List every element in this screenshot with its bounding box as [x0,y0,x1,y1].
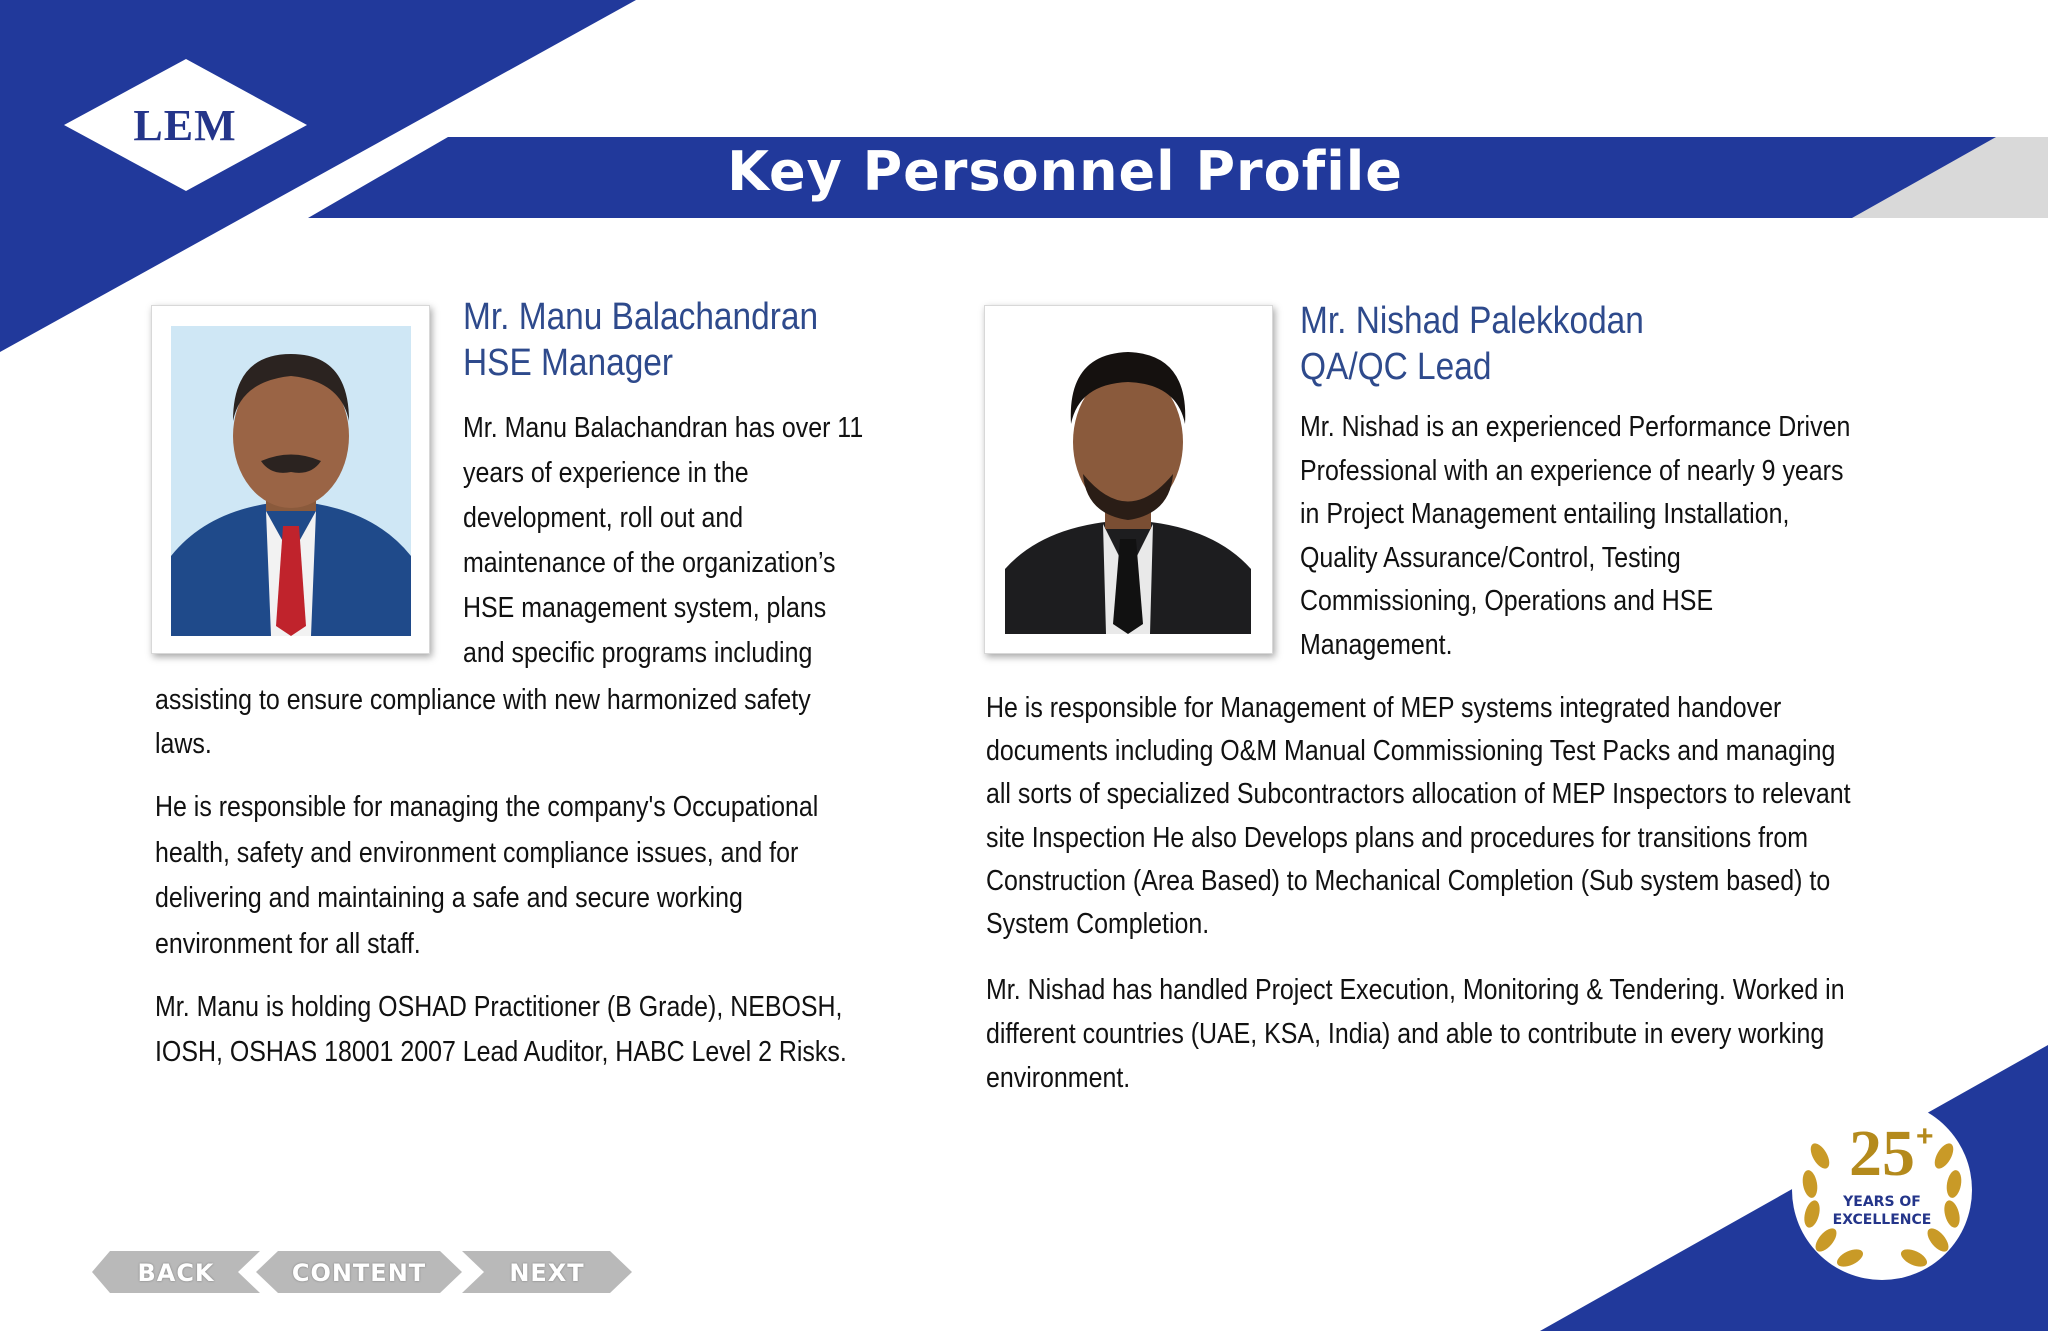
text-line: Quality Assurance/Control, Testing [1300,541,1681,574]
person2-name: Mr. Nishad Palekkodan [1300,300,1644,342]
text-line: Mr. Nishad has handled Project Execution, Monitoring & Tendering. Worked in [986,974,1845,1006]
text-line: in Project Management entailing Installation, [1300,498,1790,530]
content-button[interactable] [256,1251,462,1293]
next-label: NEXT [509,1259,585,1287]
person2-heading [1300,298,1644,390]
text-line: Construction (Area Based) to Mechanical Completion (Sub system based) to [986,864,1831,897]
content-label: CONTENT [291,1259,427,1287]
photo-nishad-palekkodan [984,305,1273,654]
text-line: System Completion. [986,908,1210,941]
back-button[interactable] [92,1251,260,1293]
person1-paragraph-2 [155,785,818,967]
next-button[interactable] [462,1251,632,1293]
person1-name: Mr. Manu Balachandran [463,296,819,338]
text-line: He is responsible for managing the company's Occupational [155,791,819,823]
person1-bio [463,406,863,676]
text-line: development, roll out and [463,502,744,534]
text-line: laws. [155,728,212,760]
text-line: maintenance of the organization’s [463,547,836,579]
years-of-excellence-badge [1788,1096,1976,1284]
person2-paragraph-3 [986,968,1845,1100]
person2-bio [1300,406,1850,667]
text-line: environment for all staff. [155,927,421,960]
text-line: Commissioning, Operations and HSE [1300,585,1714,617]
text-line: and specific programs including [463,637,813,669]
person1-role: HSE Manager [463,342,674,384]
text-line: He is responsible for Management of MEP systems integrated handover [986,692,1782,724]
text-line: Mr. Manu Balachandran has over 11 [463,412,864,444]
badge-line1: YEARS OF [1843,1194,1921,1210]
text-line: assisting to ensure compliance with new harmonized safety [155,684,811,716]
text-line: documents including O&M Manual Commissioning Test Packs and managing [986,735,1836,768]
text-line: Professional with an experience of nearly 9 years [1300,454,1844,487]
person1-bio-continued [155,678,811,766]
text-line: all sorts of specialized Subcontractors allocation of MEP Inspectors to relevant [986,778,1851,811]
badge-plus: + [1916,1120,1934,1153]
lem-logo: LEM [133,101,237,150]
badge-line2: EXCELLENCE [1832,1212,1932,1228]
text-line: delivering and maintaining a safe and secure working [155,882,743,914]
text-line: years of experience in the [463,457,749,489]
text-line: HSE management system, plans [463,592,827,624]
back-label: BACK [137,1259,215,1287]
photo-manu-balachandran [151,305,430,654]
badge-number: 25 [1849,1117,1915,1190]
text-line: environment. [986,1062,1131,1094]
text-line: Mr. Manu is holding OSHAD Practitioner (B Grade), NEBOSH, [155,991,843,1023]
text-line: Management. [1300,628,1453,661]
page-title: Key Personnel Profile [727,140,1403,203]
person2-role: QA/QC Lead [1300,346,1492,388]
text-line: health, safety and environment compliance issues, and for [155,836,799,869]
text-line: IOSH, OSHAS 18001 2007 Lead Auditor, HABC Level 2 Risks. [155,1036,847,1068]
text-line: different countries (UAE, KSA, India) and able to contribute in every working [986,1018,1825,1050]
person1-heading [463,294,818,386]
text-line: site Inspection He also Develops plans and procedures for transitions from [986,821,1809,854]
person2-paragraph-2 [986,687,1851,946]
text-line: Mr. Nishad is an experienced Performance Driven [1300,411,1851,443]
person1-paragraph-3 [155,985,847,1075]
